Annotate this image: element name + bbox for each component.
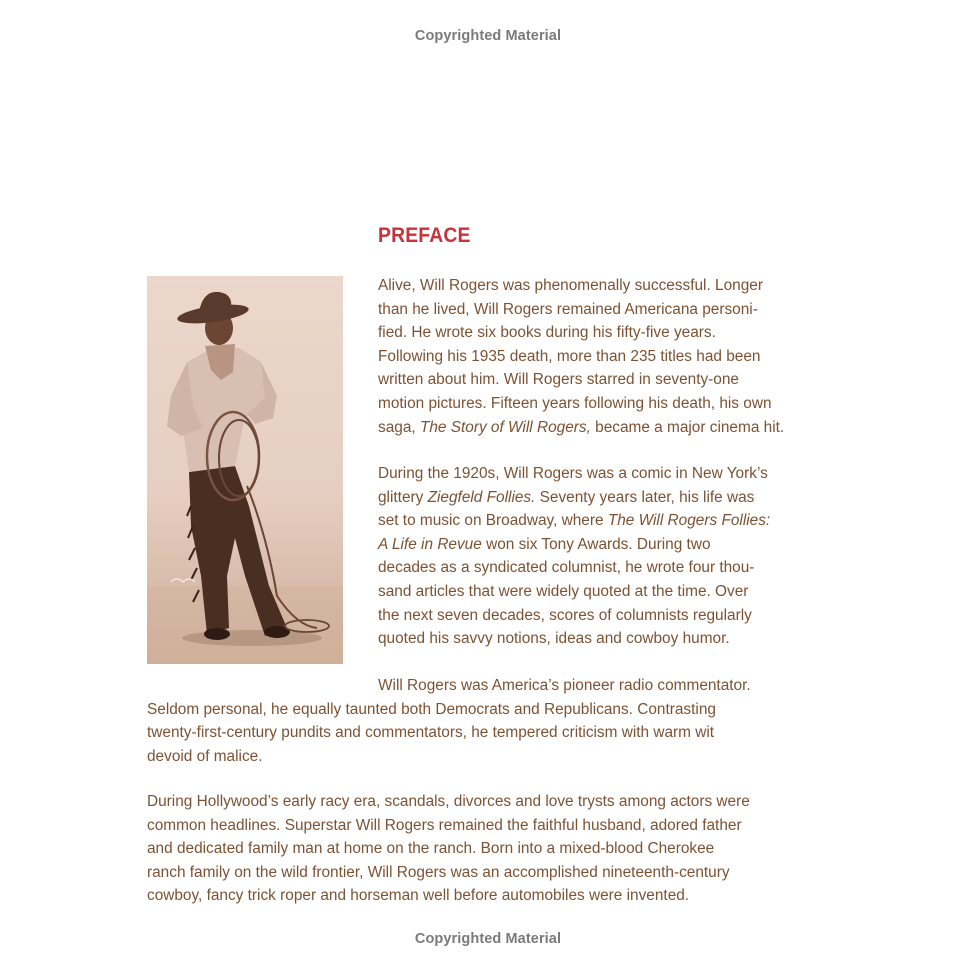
text-line: During the 1920s, Will Rogers was a comic in New York’s [378,465,768,482]
page-title: PREFACE [378,224,471,247]
text-line: the next seven decades, scores of columnists regularly [378,606,752,624]
text-run: won six Tony Awards. During two [481,535,711,553]
text-line: written about him. Will Rogers starred in seventy-one [378,371,739,389]
text-line: and dedicated family man at home on the ranch. Born into a mixed-blood Cherokee [147,840,715,858]
text-line: Seldom personal, he equally taunted both Democrats and Republicans. Contrasting [147,700,716,718]
text-line: sand articles that were widely quoted at the time. Over [378,582,749,600]
text-run: became a major cinema hit. [590,418,785,436]
text-line: devoid of malice. [147,747,263,765]
show-title: A Life in Revue [378,535,482,553]
text-line: fied. He wrote six books during his fifty-five years. [378,324,716,342]
copyright-watermark-top: Copyrighted Material [414,28,562,44]
paragraph-4 [147,790,827,908]
paragraph-1 [378,274,818,439]
text-line: motion pictures. Fifteen years following his death, his own [378,394,772,412]
text-line: cowboy, fancy trick roper and horseman well before automobiles were invented. [147,887,690,905]
text-line: Following his 1935 death, more than 235 titles had been [378,347,761,365]
show-title: The Will Rogers Follies: [607,512,771,530]
paragraph-2 [378,462,818,651]
show-title: Ziegfeld Follies. [427,488,536,506]
text-line: decades as a syndicated columnist, he wrote four thou- [378,559,755,577]
paragraph-3 [147,674,827,768]
text-line: quoted his savvy notions, ideas and cowboy humor. [378,630,730,648]
text-line: common headlines. Superstar Will Rogers remained the faithful husband, adored father [147,816,742,834]
text-line [378,509,818,533]
text-line [378,533,818,557]
text-run: set to music on Broadway, where [378,512,608,530]
text-line: ranch family on the wild frontier, Will Rogers was an accomplished nineteenth-century [147,863,730,881]
film-title: The Story of Will Rogers, [419,418,591,436]
text-line: During Hollywood’s early racy era, scandals, divorces and love trysts among actors were [147,793,750,810]
text-run: Seventy years later, his life was [535,488,755,506]
text-line: Alive, Will Rogers was phenomenally successful. Longer [378,277,763,294]
text-line [378,416,818,440]
text-line: twenty-first-century pundits and commentators, he tempered criticism with warm wit [147,724,715,742]
text-line: Will Rogers was America’s pioneer radio commentator. [378,677,751,694]
copyright-watermark-bottom: Copyrighted Material [414,931,562,947]
text-line: than he lived, Will Rogers remained Americana personi- [378,300,758,318]
will-rogers-photo [147,276,343,664]
text-run: saga, [378,418,420,436]
text-line [378,486,818,510]
cowboy-figure-illustration [147,276,343,664]
text-run: glittery [378,488,428,506]
